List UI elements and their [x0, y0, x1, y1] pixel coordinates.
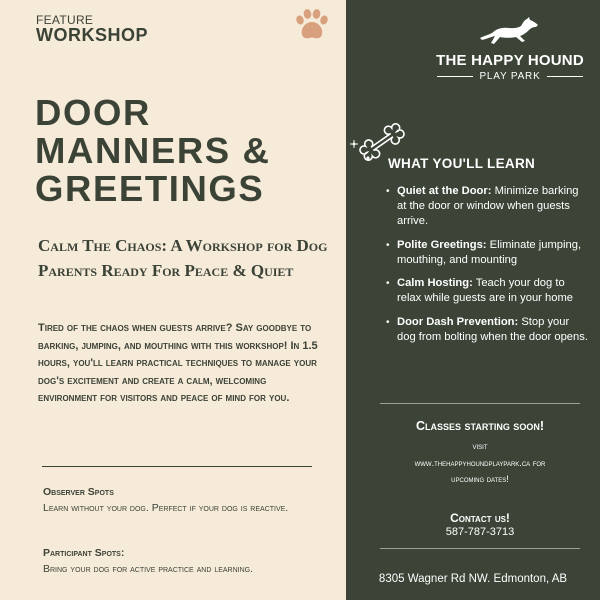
bullet: • [386, 239, 390, 251]
list-item [384, 315, 589, 345]
title-line-3: GREETINGS [35, 168, 265, 209]
logo-line-right [547, 76, 583, 77]
website-link[interactable]: www.thehappyhoundplaypark.ca for [414, 457, 546, 468]
bullet: • [386, 316, 390, 328]
visit-line-1: visit [472, 441, 488, 451]
observer-spots [43, 484, 318, 516]
left-divider [42, 466, 312, 467]
logo-name: THE HAPPY HOUND [436, 52, 584, 69]
leaping-dog-icon [478, 16, 540, 48]
visit-text [375, 438, 585, 488]
contact-phone[interactable]: 587-787-3713 [445, 526, 515, 538]
contact-heading: Contact us! [450, 511, 510, 525]
title-line-2: MANNERS & [35, 130, 271, 171]
spot-description: Bring your dog for active practice and learning. [43, 563, 254, 575]
visit-line-3: upcoming dates! [451, 474, 509, 484]
spot-heading: Observer Spots [43, 486, 114, 498]
right-divider-bottom [380, 548, 580, 549]
address: 8305 Wagner Rd NW. Edmonton, AB [378, 573, 568, 585]
list-item [384, 184, 589, 229]
workshop-label: WORKSHOP [36, 25, 148, 45]
item-title: Door Dash Prevention: [397, 315, 519, 328]
feature-label: FEATURE [36, 13, 94, 27]
paw-icon [294, 8, 330, 42]
logo-subtitle: PLAY PARK [479, 71, 541, 82]
learn-heading: WHAT YOU'LL LEARN [388, 156, 536, 171]
learn-list [384, 184, 589, 353]
logo-line-left [437, 76, 473, 77]
bullet: • [386, 186, 390, 197]
item-title: Quiet at the Door: [397, 185, 492, 197]
subtitle: Calm The Chaos: A Workshop for Dog Parents Ready For Peace & Quiet [38, 236, 328, 280]
item-title: Calm Hosting: [397, 277, 473, 289]
list-item [384, 238, 589, 268]
bullet: • [386, 278, 390, 289]
spot-description: Learn without your dog. Perfect if your dog is reactive. [43, 502, 289, 514]
item-text: Teach your dog to relax while guests are in your home [397, 277, 573, 304]
item-text: Stop your dog from bolting when the door opens. [397, 315, 588, 343]
participant-spots [43, 545, 318, 577]
title-line-1: DOOR [35, 92, 151, 133]
spot-heading: Participant Spots: [43, 547, 125, 559]
logo-sub-row [437, 71, 583, 82]
list-item [384, 276, 589, 306]
item-title: Polite Greetings: [397, 238, 487, 251]
item-text: Minimize barking at the door or window when guests arrive. [397, 185, 579, 227]
right-divider-top [380, 403, 580, 404]
intro-paragraph: Tired of the chaos when guests arrive? Say goodbye to barking, jumping, and mouthing with this workshop! In 1.5 hours, you'll learn practical techniques to manage your dog's excitement and create a calm, welcoming environment for visitors and peace of mind for you. [38, 322, 318, 404]
classes-heading: Classes starting soon! [416, 419, 544, 433]
item-text: Eliminate jumping, mouthing, and mounting [397, 238, 582, 266]
page-title [35, 94, 335, 208]
